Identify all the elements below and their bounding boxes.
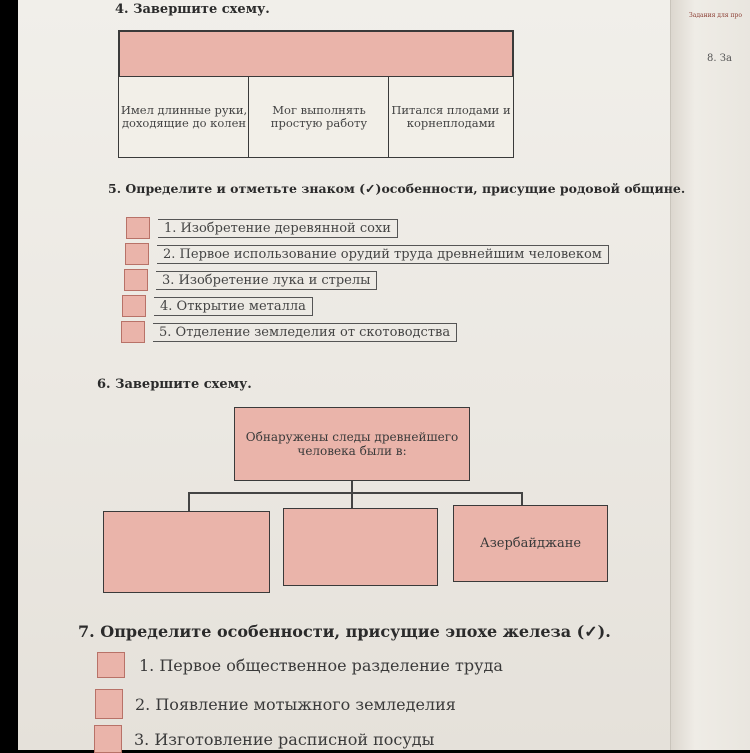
checkbox[interactable]	[125, 243, 149, 265]
connector-line	[351, 492, 353, 509]
side-page-task-label: 8. За	[707, 53, 732, 64]
task4-cell-3: Питался плодами и корнеплодами	[388, 76, 514, 158]
checkbox[interactable]	[121, 321, 145, 343]
task7-option-row	[97, 652, 503, 678]
task5-option-label: 4. Открытие металла	[154, 297, 313, 316]
task6-answer-box-2[interactable]	[283, 508, 438, 586]
checkbox[interactable]	[122, 295, 146, 317]
task6-answer-box-1[interactable]	[103, 511, 270, 593]
adjacent-page	[670, 0, 750, 750]
task5-option-label: 1. Изобретение деревянной сохи	[158, 219, 398, 238]
task6-heading: 6. Завершите схему.	[97, 377, 252, 392]
task7-option-label: 3. Изготовление расписной посуды	[134, 729, 435, 749]
task5-option-row	[126, 217, 398, 239]
task4-cell-2: Мог выполнять простую работу	[248, 76, 390, 158]
checkbox[interactable]	[95, 689, 123, 719]
task5-option-row	[122, 295, 313, 317]
task7-heading: 7. Определите особенности, присущие эпохе железа (✓).	[78, 622, 611, 641]
side-page-text: Задания для про	[689, 12, 742, 19]
task5-option-row	[121, 321, 457, 343]
task5-option-label: 2. Первое использование орудий труда древнейшим человеком	[157, 245, 609, 264]
task5-option-label: 3. Изобретение лука и стрелы	[156, 271, 377, 290]
task5-option-row	[124, 269, 377, 291]
task5-option-label: 5. Отделение земледелия от скотоводства	[153, 323, 457, 342]
task4-heading: 4. Завершите схему.	[115, 2, 270, 17]
connector-line	[521, 492, 523, 506]
checkbox[interactable]	[94, 725, 122, 753]
task6-top-box: Обнаружены следы древнейшего человека были в:	[234, 407, 470, 481]
task5-option-row	[125, 243, 609, 265]
task7-option-row	[94, 725, 434, 753]
checkbox[interactable]	[126, 217, 150, 239]
connector-line	[188, 492, 190, 512]
task4-top-box[interactable]	[118, 30, 514, 78]
task6-answer-box-3: Азербайджане	[453, 505, 608, 582]
task4-cell-1: Имел длинные руки, доходящие до колен	[118, 76, 250, 158]
task7-option-label: 2. Появление мотыжного земледелия	[135, 694, 456, 714]
connector-line	[188, 492, 522, 494]
task5-heading: 5. Определите и отметьте знаком (✓)особенности, присущие родовой общине.	[108, 181, 686, 196]
task7-option-row	[95, 689, 456, 719]
checkbox[interactable]	[97, 652, 125, 678]
task7-option-label: 1. Первое общественное разделение труда	[139, 655, 503, 675]
checkbox[interactable]	[124, 269, 148, 291]
